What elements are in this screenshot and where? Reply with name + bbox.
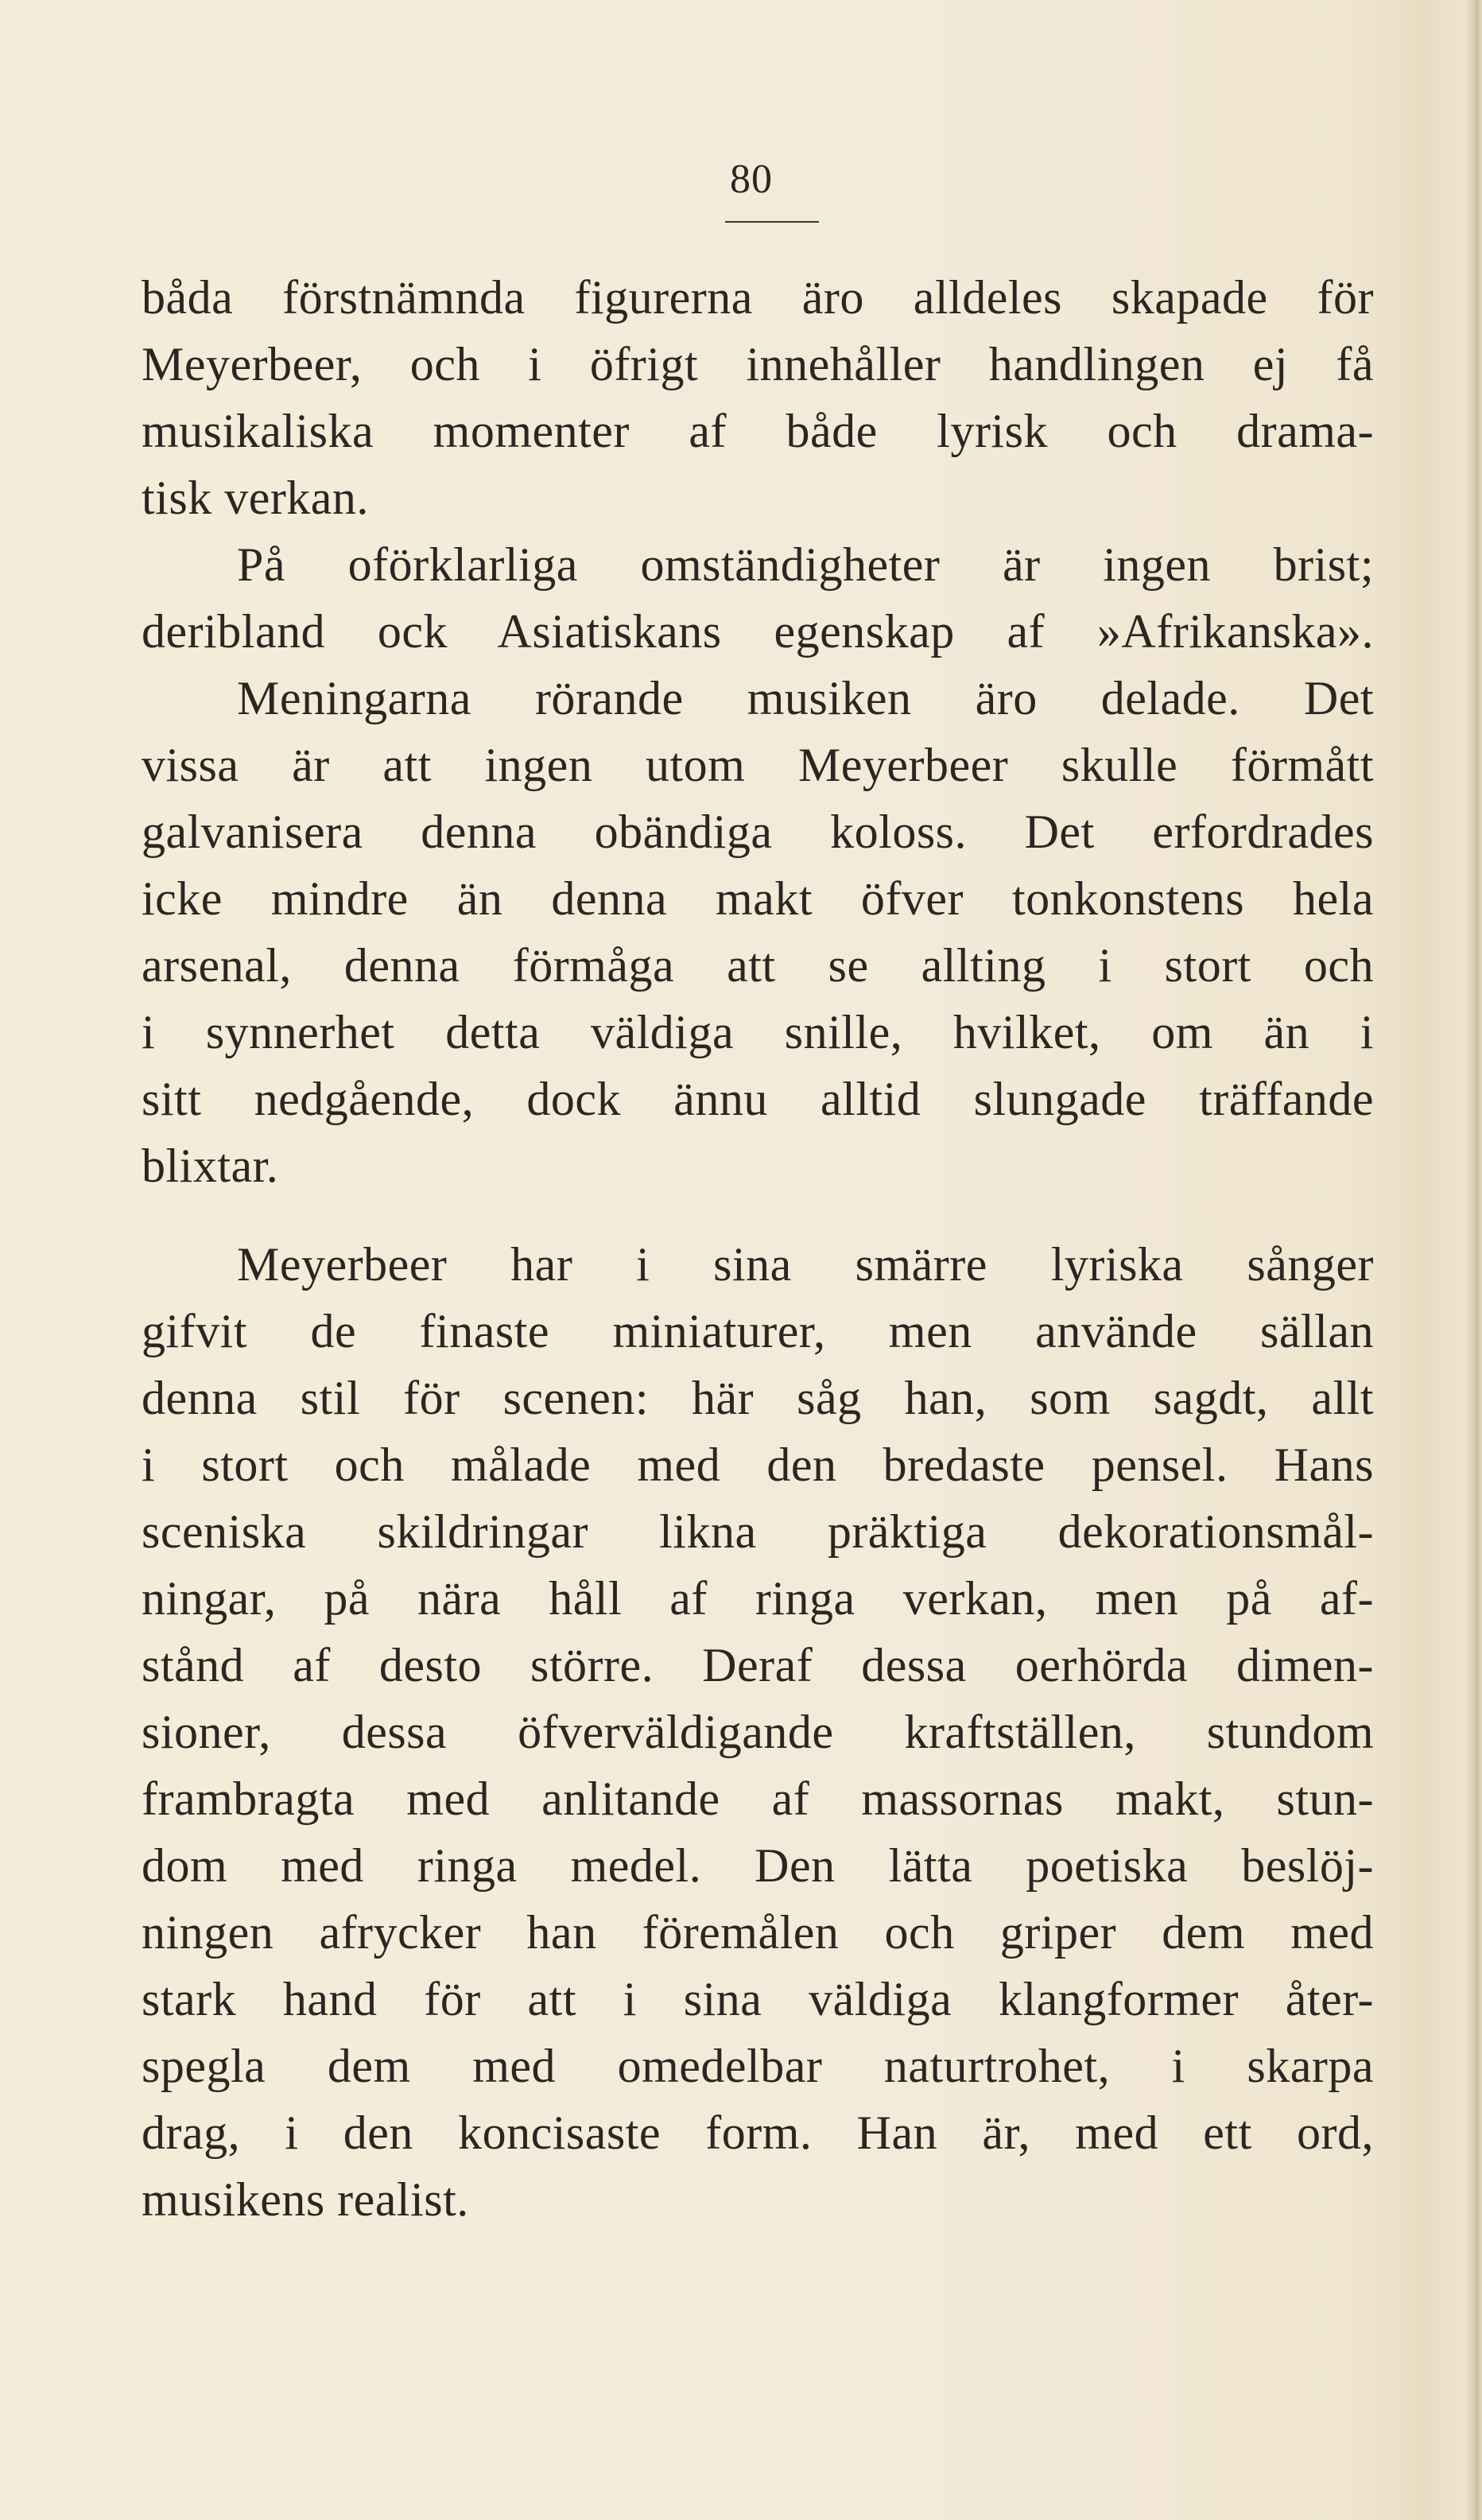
paragraph [142,1231,1374,2233]
text-line: tisk verkan. [142,472,369,524]
text-line: sceniska skildringar likna präktiga dekorationsmål- [142,1505,1374,1558]
text-line: musikens realist. [142,2173,469,2226]
text-line: båda förstnämnda figurerna äro alldeles skapade för [142,271,1374,324]
text-line: galvanisera denna obändiga koloss. Det erfordrades [142,806,1374,858]
text-line: arsenal, denna förmåga att se allting i stort och [142,939,1374,992]
body-text [142,264,1374,2233]
page-number: 80 [730,157,773,202]
text-line: blixtar. [142,1140,279,1192]
text-line: denna stil för scenen: här såg han, som sagdt, allt [142,1372,1374,1424]
text-line: ningar, på nära håll af ringa verkan, men på af- [142,1572,1374,1625]
text-line: musikaliska momenter af både lyrisk och drama- [142,405,1374,457]
paragraph-gap [142,1199,1374,1231]
text-line: stånd af desto större. Deraf dessa oerhörda dimen- [142,1639,1374,1691]
text-line: drag, i den koncisaste form. Han är, med ett ord, [142,2106,1374,2159]
text-line: stark hand för att i sina väldiga klangformer åter- [142,1973,1374,2025]
text-line: vissa är att ingen utom Meyerbeer skulle förmått [142,739,1374,791]
paragraph [142,531,1374,1199]
text-line: Meningarna rörande musiken äro delade. Det [237,672,1374,724]
text-line: i stort och målade med den bredaste pensel. Hans [142,1439,1374,1491]
text-line: icke mindre än denna makt öfver tonkonstens hela [142,872,1374,925]
text-line: i synnerhet detta väldiga snille, hvilket, om än i [142,1006,1374,1058]
text-line: gifvit de finaste miniaturer, men använde sällan [142,1305,1374,1357]
text-line: deribland ock Asiatiskans egenskap af »Afrikanska». [142,605,1374,658]
text-line: sitt nedgående, dock ännu alltid slungade träffande [142,1073,1374,1125]
page-number-rule [725,221,819,223]
text-line: sioner, dessa öfverväldigande kraftställen, stundom [142,1706,1374,1758]
paragraph [142,264,1374,531]
text-line: Meyerbeer, och i öfrigt innehåller handlingen ej få [142,338,1374,390]
text-line: Meyerbeer har i sina smärre lyriska sånger [237,1238,1374,1291]
text-line: spegla dem med omedelbar naturtrohet, i skarpa [142,2040,1374,2092]
page-edge-shadow [1466,0,1482,2520]
text-line: frambragta med anlitande af massornas makt, stun- [142,1773,1374,1825]
text-line: ningen afrycker han föremålen och griper dem med [142,1906,1374,1959]
text-line: På oförklarliga omständigheter är ingen brist; [237,538,1374,591]
text-line: dom med ringa medel. Den lätta poetiska beslöj- [142,1839,1374,1892]
